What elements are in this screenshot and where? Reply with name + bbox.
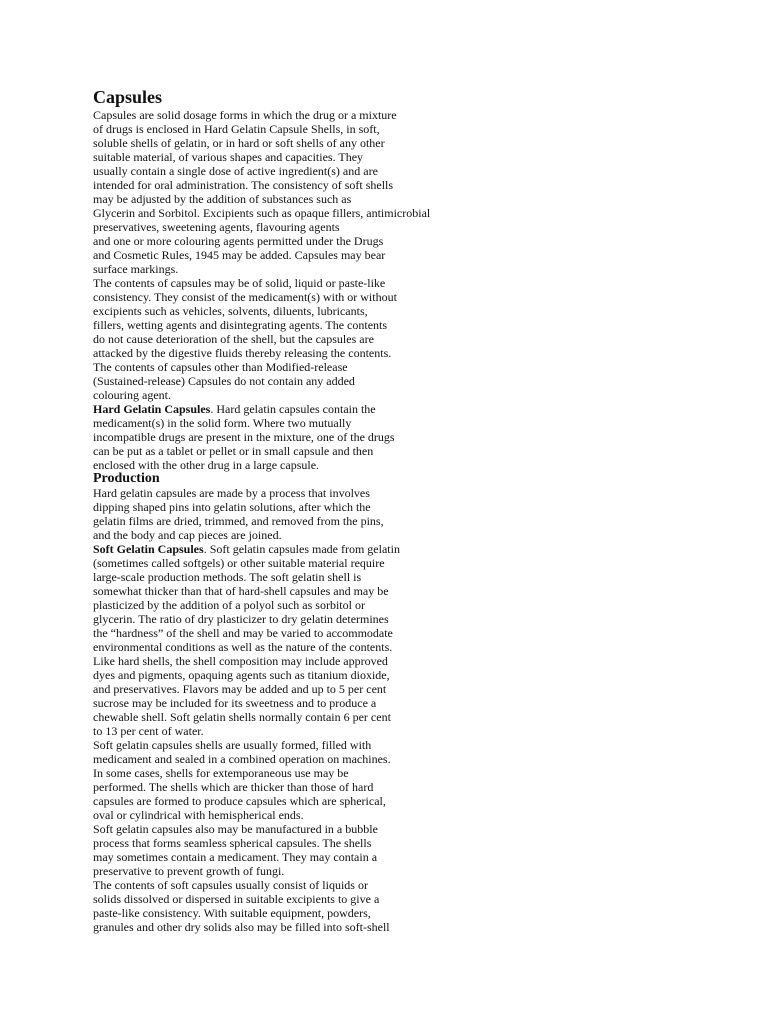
text-line: granules and other dry solids also may be filled into soft-shell	[93, 920, 390, 934]
text-line: attacked by the digestive fluids thereby releasing the contents.	[93, 346, 392, 360]
text-line: solids dissolved or dispersed in suitable excipients to give a	[93, 892, 380, 906]
text-line: glycerin. The ratio of dry plasticizer to dry gelatin determines	[93, 612, 389, 626]
text-line: soluble shells of gelatin, or in hard or soft shells of any other	[93, 136, 385, 150]
document-page	[93, 86, 473, 934]
text-line: colouring agent.	[93, 388, 171, 402]
production-heading: Production	[93, 471, 160, 486]
text-line: Soft gelatin capsules also may be manufactured in a bubble	[93, 822, 378, 836]
text-line: surface markings.	[93, 262, 179, 276]
page-title: Capsules	[93, 87, 163, 107]
text-line: and one or more colouring agents permitted under the Drugs	[93, 234, 384, 248]
text-line: medicament(s) in the solid form. Where two mutually	[93, 416, 352, 430]
text-line: oval or cylindrical with hemispherical ends.	[93, 808, 304, 822]
text-line: The contents of soft capsules usually consist of liquids or	[93, 878, 368, 892]
text-line: process that forms seamless spherical capsules. The shells	[93, 836, 372, 850]
text-line: and the body and cap pieces are joined.	[93, 528, 282, 542]
text-line: of drugs is enclosed in Hard Gelatin Capsule Shells, in soft,	[93, 122, 380, 136]
text-line: Hard gelatin capsules are made by a process that involves	[93, 486, 370, 500]
hard-gelatin-paragraph	[93, 416, 473, 472]
soft-gelatin-lead: Soft Gelatin Capsules	[93, 542, 204, 556]
text-line: The contents of capsules may be of solid, liquid or paste-like	[93, 276, 386, 290]
text-line: (Sustained-release) Capsules do not contain any added	[93, 374, 355, 388]
text-line: intended for oral administration. The consistency of soft shells	[93, 178, 394, 192]
text-line: incompatible drugs are present in the mixture, one of the drugs	[93, 430, 395, 444]
text-line: Glycerin and Sorbitol. Excipients such as opaque fillers, antimicrobial	[93, 206, 431, 220]
text-line: dipping shaped pins into gelatin solutions, after which the	[93, 500, 371, 514]
hard-gelatin-lead: Hard Gelatin Capsules	[93, 402, 211, 416]
text-line: In some cases, shells for extemporaneous use may be	[93, 766, 349, 780]
text-line: Capsules are solid dosage forms in which the drug or a mixture	[93, 108, 397, 122]
text-line: performed. The shells which are thicker than those of hard	[93, 780, 374, 794]
text-line: excipients such as vehicles, solvents, diluents, lubricants,	[93, 304, 368, 318]
text-line: do not cause deterioration of the shell, but the capsules are	[93, 332, 374, 346]
text-line: may be adjusted by the addition of substances such as	[93, 192, 352, 206]
text-line: consistency. They consist of the medicament(s) with or without	[93, 290, 397, 304]
text-line: suitable material, of various shapes and capacities. They	[93, 150, 364, 164]
production-paragraph	[93, 486, 473, 542]
text-line: sucrose may be included for its sweetness and to produce a	[93, 696, 377, 710]
text-line: Soft gelatin capsules shells are usually formed, filled with	[93, 738, 372, 752]
text-line: enclosed with the other drug in a large capsule.	[93, 458, 320, 472]
text-line: capsules are formed to produce capsules which are spherical,	[93, 794, 386, 808]
text-line: usually contain a single dose of active ingredient(s) and are	[93, 164, 378, 178]
soft-gelatin-first-line	[93, 542, 473, 556]
hard-gelatin-first-line-rest: . Hard gelatin capsules contain the	[210, 402, 376, 416]
text-line: can be put as a tablet or pellet or in small capsule and then	[93, 444, 374, 458]
text-line: chewable shell. Soft gelatin shells normally contain 6 per cent	[93, 710, 391, 724]
text-line: preservative to prevent growth of fungi.	[93, 864, 285, 878]
text-line: gelatin films are dried, trimmed, and removed from the pins,	[93, 514, 384, 528]
text-line: may sometimes contain a medicament. They may contain a	[93, 850, 378, 864]
text-line: to 13 per cent of water.	[93, 724, 204, 738]
text-line: and preservatives. Flavors may be added and up to 5 per cent	[93, 682, 387, 696]
text-line: Like hard shells, the shell composition may include approved	[93, 654, 388, 668]
text-line: dyes and pigments, opaquing agents such as titanium dioxide,	[93, 668, 390, 682]
text-line: paste-like consistency. With suitable equipment, powders,	[93, 906, 371, 920]
text-line: environmental conditions as well as the nature of the contents.	[93, 640, 393, 654]
text-line: and Cosmetic Rules, 1945 may be added. Capsules may bear	[93, 248, 386, 262]
intro-paragraph	[93, 108, 473, 402]
text-line: plasticized by the addition of a polyol such as sorbitol or	[93, 598, 365, 612]
hard-gelatin-first-line	[93, 402, 473, 416]
text-line: preservatives, sweetening agents, flavouring agents	[93, 220, 340, 234]
text-line: medicament and sealed in a combined operation on machines.	[93, 752, 391, 766]
soft-gelatin-paragraph	[93, 556, 473, 934]
soft-gelatin-first-line-rest: . Soft gelatin capsules made from gelatin	[203, 542, 400, 556]
text-line: large-scale production methods. The soft gelatin shell is	[93, 570, 362, 584]
text-line: (sometimes called softgels) or other suitable material require	[93, 556, 385, 570]
text-line: fillers, wetting agents and disintegrating agents. The contents	[93, 318, 388, 332]
text-line: somewhat thicker than that of hard-shell capsules and may be	[93, 584, 389, 598]
text-line: The contents of capsules other than Modified-release	[93, 360, 348, 374]
text-line: the “hardness” of the shell and may be varied to accommodate	[93, 626, 393, 640]
